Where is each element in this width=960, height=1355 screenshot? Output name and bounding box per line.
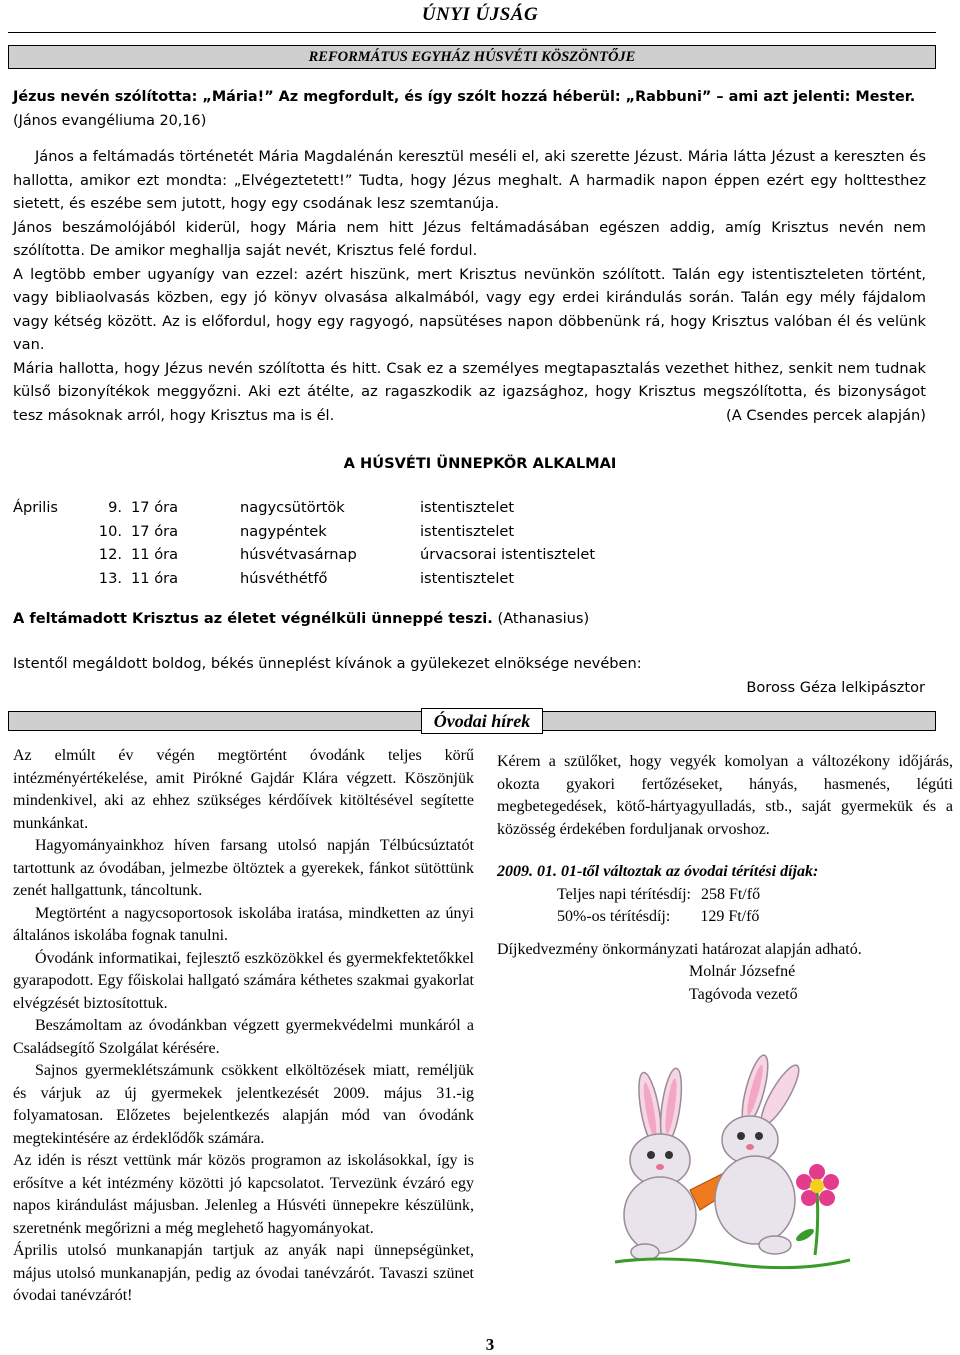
article-source: (A Csendes percek alapján) [726,406,926,424]
masthead: ÚNYI ÚJSÁG [421,4,539,25]
signer-name: Molnár Józsefné [689,963,796,980]
left-bunny [624,1067,696,1260]
fee-note: Díjkedvezmény önkormányzati határozat alapján adható. [497,940,862,958]
right-bunny [715,1053,805,1254]
schedule-row: 10. 17 óra nagypéntek istentisztelet [98,522,515,540]
news-paragraph: Az idén is részt vettünk már közös programon az iskolásokkal, így is erősítve a két intézmény közötti jó kapcsolatot. Tervezünk évzáró egy napos kirándulást májusban. Jelenleg a Húsvéti ünnepekre készülünk, szeretnénk megőrizni a még meglehető hagyományokat. [13,1152,474,1237]
news-paragraph: Hagyományainkhoz híven farsang utolsó napján Télbúcsúztatót tartottunk az óvodában, jelmezbe öltöztek a gyerekek, fánkot sütöttünk zenét hallgattunk, táncoltunk. [13,837,474,899]
article-paragraph: A legtöbb ember ugyanígy van ezzel: azért hiszünk, mert Krisztus nevünkön szólított. Talán egy istentiszteleten történt, vagy bibliaolvasás közben, egy jó könyv olvasása alkalmából, vagy egy erdei kirándulás során. Talán egy mély fájdalom vagy kétség között. Az is előfordul, hogy egy ragyogó, napsütéses napon döbbenünk rá, hogy Krisztus valóban él és velünk van. [13,265,926,353]
flower [794,1164,839,1255]
fee-row: Teljes napi térítésdíj: 258 Ft/fő [557,885,761,903]
news-paragraph: Sajnos gyermeklétszámunk csökkent elköltözések miatt, reméljük és várjuk az új gyermekek jelentkezését 2009. május 31.-ig folyamatosan. Előzetes bejelentkezés alapján mód van óvodánk megtekintésére az érdeklődők számára. [13,1062,474,1147]
fee-title: 2009. 01. 01-től változtak az óvodai térítési díjak: [497,863,819,880]
article-paragraph: János beszámolójából kiderül, hogy Mária nem hitt Jézus feltámadásában egészen addig, amíg Krisztus nevén nem szólította. De amikor meghallja saját nevét, Krisztus felé fordul. [13,218,926,259]
signer-title: Tagóvoda vezető [689,985,798,1003]
closing-quote: A feltámadott Krisztus az életet végnélküli ünneppé teszi. (Athanasius) [13,610,590,627]
news-paragraph: Április utolsó munkanapján tartjuk az anyák napi ünnepségünket, május utolsó munkanapján, pedig az óvodai tanévzárót. Tavaszi szünet óvodai tanévzárót! [13,1242,474,1304]
news-paragraph: Beszámoltam az óvodánkban végzett gyermekvédelmi munkáról a Családsegítő Szolgálat kérésére. [13,1017,474,1057]
kindergarten-news-left-column [13,745,474,1308]
article-paragraph: János a feltámadás történetét Mária Magdalénán keresztül meséli el, aki szerette Jézust. Mária látta Jézust a kereszten és hallotta, amikor ezt mondta: „Elvégeztetett!” Tudta, hogy Jézus meghalt. A harmadik napon éppen ezért egy holttesthez sietett, és eszébe sem jutott, hogy egy csodának lesz szemtanúja. [13,148,926,212]
grass [615,1259,850,1268]
section-header-reformatus: REFORMÁTUS EGYHÁZ HÚSVÉTI KÖSZÖNTŐJE [8,45,936,69]
news-paragraph: Az elmúlt év végén megtörtént óvodánk teljes körű intézményértékelése, amit Pirókné Gajdár Klára végzett. Köszönjük mindenkivel, aki az ehhez szükséges kérdőívek kitöltésével segítette munkánkat. [13,747,474,832]
page-number: 3 [485,1335,495,1354]
motto: Jézus nevén szólította: „Mária!” Az megfordult, és így szólt hozzá héberül: „Rabbuni” – ami azt jelenti: Mester. (János evangéliuma 20,16) [13,89,916,129]
schedule-row: Április 9. 17 óra nagycsütörtök istentisztelet [13,499,515,516]
easter-bunnies-illustration [605,1040,855,1270]
schedule-list [13,496,713,590]
reformatus-article [13,86,926,427]
blessing-text: Istentől megáldott boldog, békés ünneplést kívánok a gyülekezet elnöksége nevében: [13,655,642,672]
section-title-ovodai: Óvodai hírek [421,708,543,734]
section-header-ovodai [8,708,934,732]
quote-author: (Athanasius) [497,610,590,627]
schedule-row: 12. 11 óra húsvétvasárnap úrvacsorai istentisztelet [98,546,596,563]
motto-reference: (János evangéliuma 20,16) [13,112,207,129]
kindergarten-news-right-column [497,751,953,1006]
article-paragraph: Mária hallotta, hogy Jézus nevén szólította és hitt. Csak ez a személyes megtapasztalás vezethet hithez, senkit nem tudnak külső bizonyítékok meggyőzni. Aki ezt átélte, az ragaszkodik az igazsághoz, hogy Krisztus megszólította, és bizonyságot tesz másoknak arról, hogy Krisztus ma is él. (A Csendes percek alapján) [13,357,926,428]
pastor-signature: Boross Géza lelkipásztor [746,679,925,696]
health-notice: Kérem a szülőket, hogy vegyék komolyan a változékony időjárás, okozta gyakori fertőzéseket, hányás, hasmenés, légúti megbetegedések, kötő-hártyagyulladás, stb., saját gyermekük és a közösség érdekében forduljanak orvoshoz. [497,753,953,838]
schedule-row: 13. 11 óra húsvéthétfő istentisztelet [98,569,515,587]
news-paragraph: Óvodánk informatikai, fejlesztő eszközökkel és gyermekfektetőkkel gyarapodott. Egy főiskolai hallgató számára kéthetes szakmai gyakorlat elvégzését biztosítottuk. [13,949,474,1012]
schedule-title: A HÚSVÉTI ÜNNEPKÖR ALKALMAI [343,455,617,472]
news-paragraph: Megtörtént a nagycsoportosok iskolába iratása, mindketten az únyi általános iskolába fognak tanulni. [13,904,474,944]
masthead-rule [8,32,936,33]
fee-row: 50%-os térítésdíj: 129 Ft/fő [557,908,760,925]
